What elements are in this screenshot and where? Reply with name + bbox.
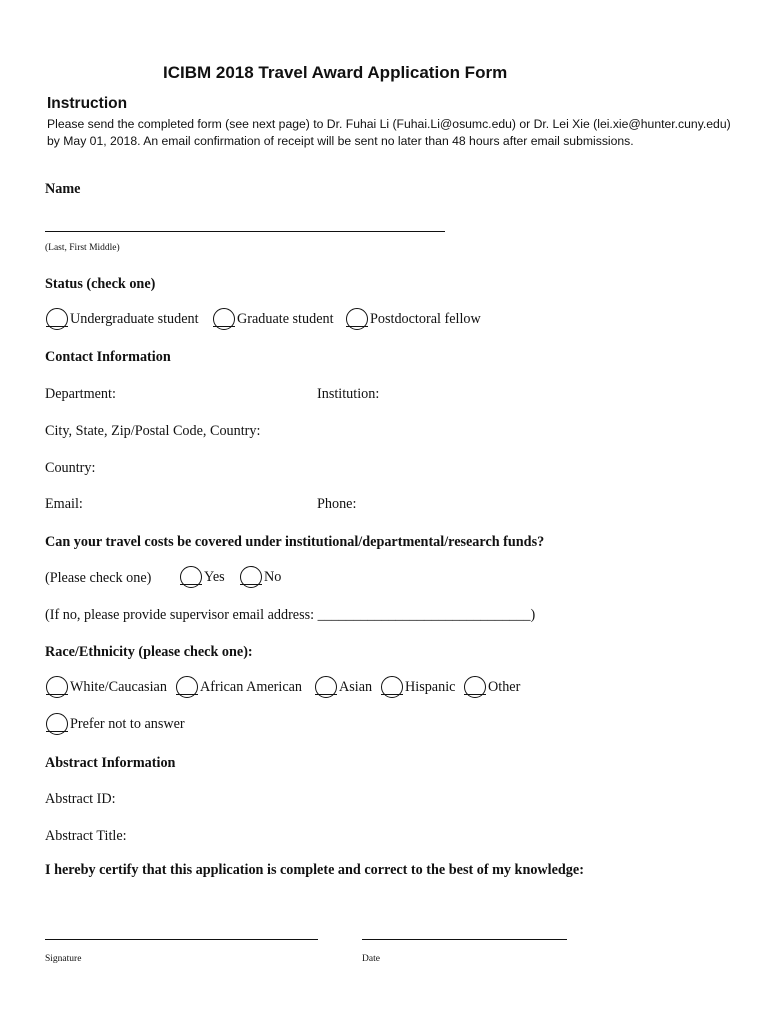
radio-circle-icon[interactable] xyxy=(180,566,202,588)
instruction-text: Please send the completed form (see next page) to Dr. Fuhai Li (Fuhai.Li@osumc.edu) or Dr. Lei Xie (lei.xie@hunter.cuny.edu) by May 01, 2018. An email confirmation of receipt will be sent no later than 48 hours after email submissions. xyxy=(47,117,731,148)
funds-option-yes[interactable]: Yes xyxy=(180,564,225,590)
funds-check-label: (Please check one) xyxy=(45,570,152,586)
radio-circle-icon[interactable] xyxy=(315,676,337,698)
race-option-african-american[interactable]: African American xyxy=(176,674,302,700)
radio-circle-icon[interactable] xyxy=(346,308,368,330)
funds-question: Can your travel costs be covered under institutional/departmental/research funds? xyxy=(45,534,545,550)
name-hint: (Last, First Middle) xyxy=(45,243,120,253)
radio-circle-icon[interactable] xyxy=(46,676,68,698)
status-option-postdoctoral[interactable]: Postdoctoral fellow xyxy=(346,306,481,332)
race-option-prefer-not[interactable]: Prefer not to answer xyxy=(46,711,185,737)
form-title: ICIBM 2018 Travel Award Application Form xyxy=(163,63,508,82)
radio-circle-icon[interactable] xyxy=(464,676,486,698)
instruction-heading: Instruction xyxy=(47,95,128,112)
name-label: Name xyxy=(45,181,81,197)
signature-label: Signature xyxy=(45,954,82,964)
email-label: Email: xyxy=(45,496,83,512)
radio-circle-icon[interactable] xyxy=(240,566,262,588)
race-option-other[interactable]: Other xyxy=(464,674,520,700)
date-label: Date xyxy=(362,954,380,964)
status-heading: Status (check one) xyxy=(45,276,156,292)
country-label: Country: xyxy=(45,460,96,476)
phone-label: Phone: xyxy=(317,496,357,512)
race-option-hispanic[interactable]: Hispanic xyxy=(381,674,455,700)
radio-circle-icon[interactable] xyxy=(381,676,403,698)
radio-circle-icon[interactable] xyxy=(46,308,68,330)
race-option-white[interactable]: White/Caucasian xyxy=(46,674,167,700)
funds-option-no[interactable]: No xyxy=(240,564,281,590)
race-option-asian[interactable]: Asian xyxy=(315,674,372,700)
signature-line[interactable] xyxy=(45,939,318,940)
race-heading: Race/Ethnicity (please check one): xyxy=(45,644,253,660)
abstract-title-label: Abstract Title: xyxy=(45,828,127,844)
certify-statement: I hereby certify that this application is complete and correct to the best of my knowledge: xyxy=(45,862,584,878)
department-label: Department: xyxy=(45,386,116,402)
institution-label: Institution: xyxy=(317,386,380,402)
abstract-heading: Abstract Information xyxy=(45,755,176,771)
supervisor-email-prompt: (If no, please provide supervisor email address: ______________________________) xyxy=(45,607,536,623)
name-input-line[interactable] xyxy=(45,231,445,232)
radio-circle-icon[interactable] xyxy=(213,308,235,330)
radio-circle-icon[interactable] xyxy=(176,676,198,698)
status-option-undergraduate[interactable]: Undergraduate student xyxy=(46,306,199,332)
abstract-id-label: Abstract ID: xyxy=(45,791,116,807)
contact-heading: Contact Information xyxy=(45,349,171,365)
date-line[interactable] xyxy=(362,939,567,940)
city-label: City, State, Zip/Postal Code, Country: xyxy=(45,423,261,439)
radio-circle-icon[interactable] xyxy=(46,713,68,735)
status-option-graduate[interactable]: Graduate student xyxy=(213,306,334,332)
